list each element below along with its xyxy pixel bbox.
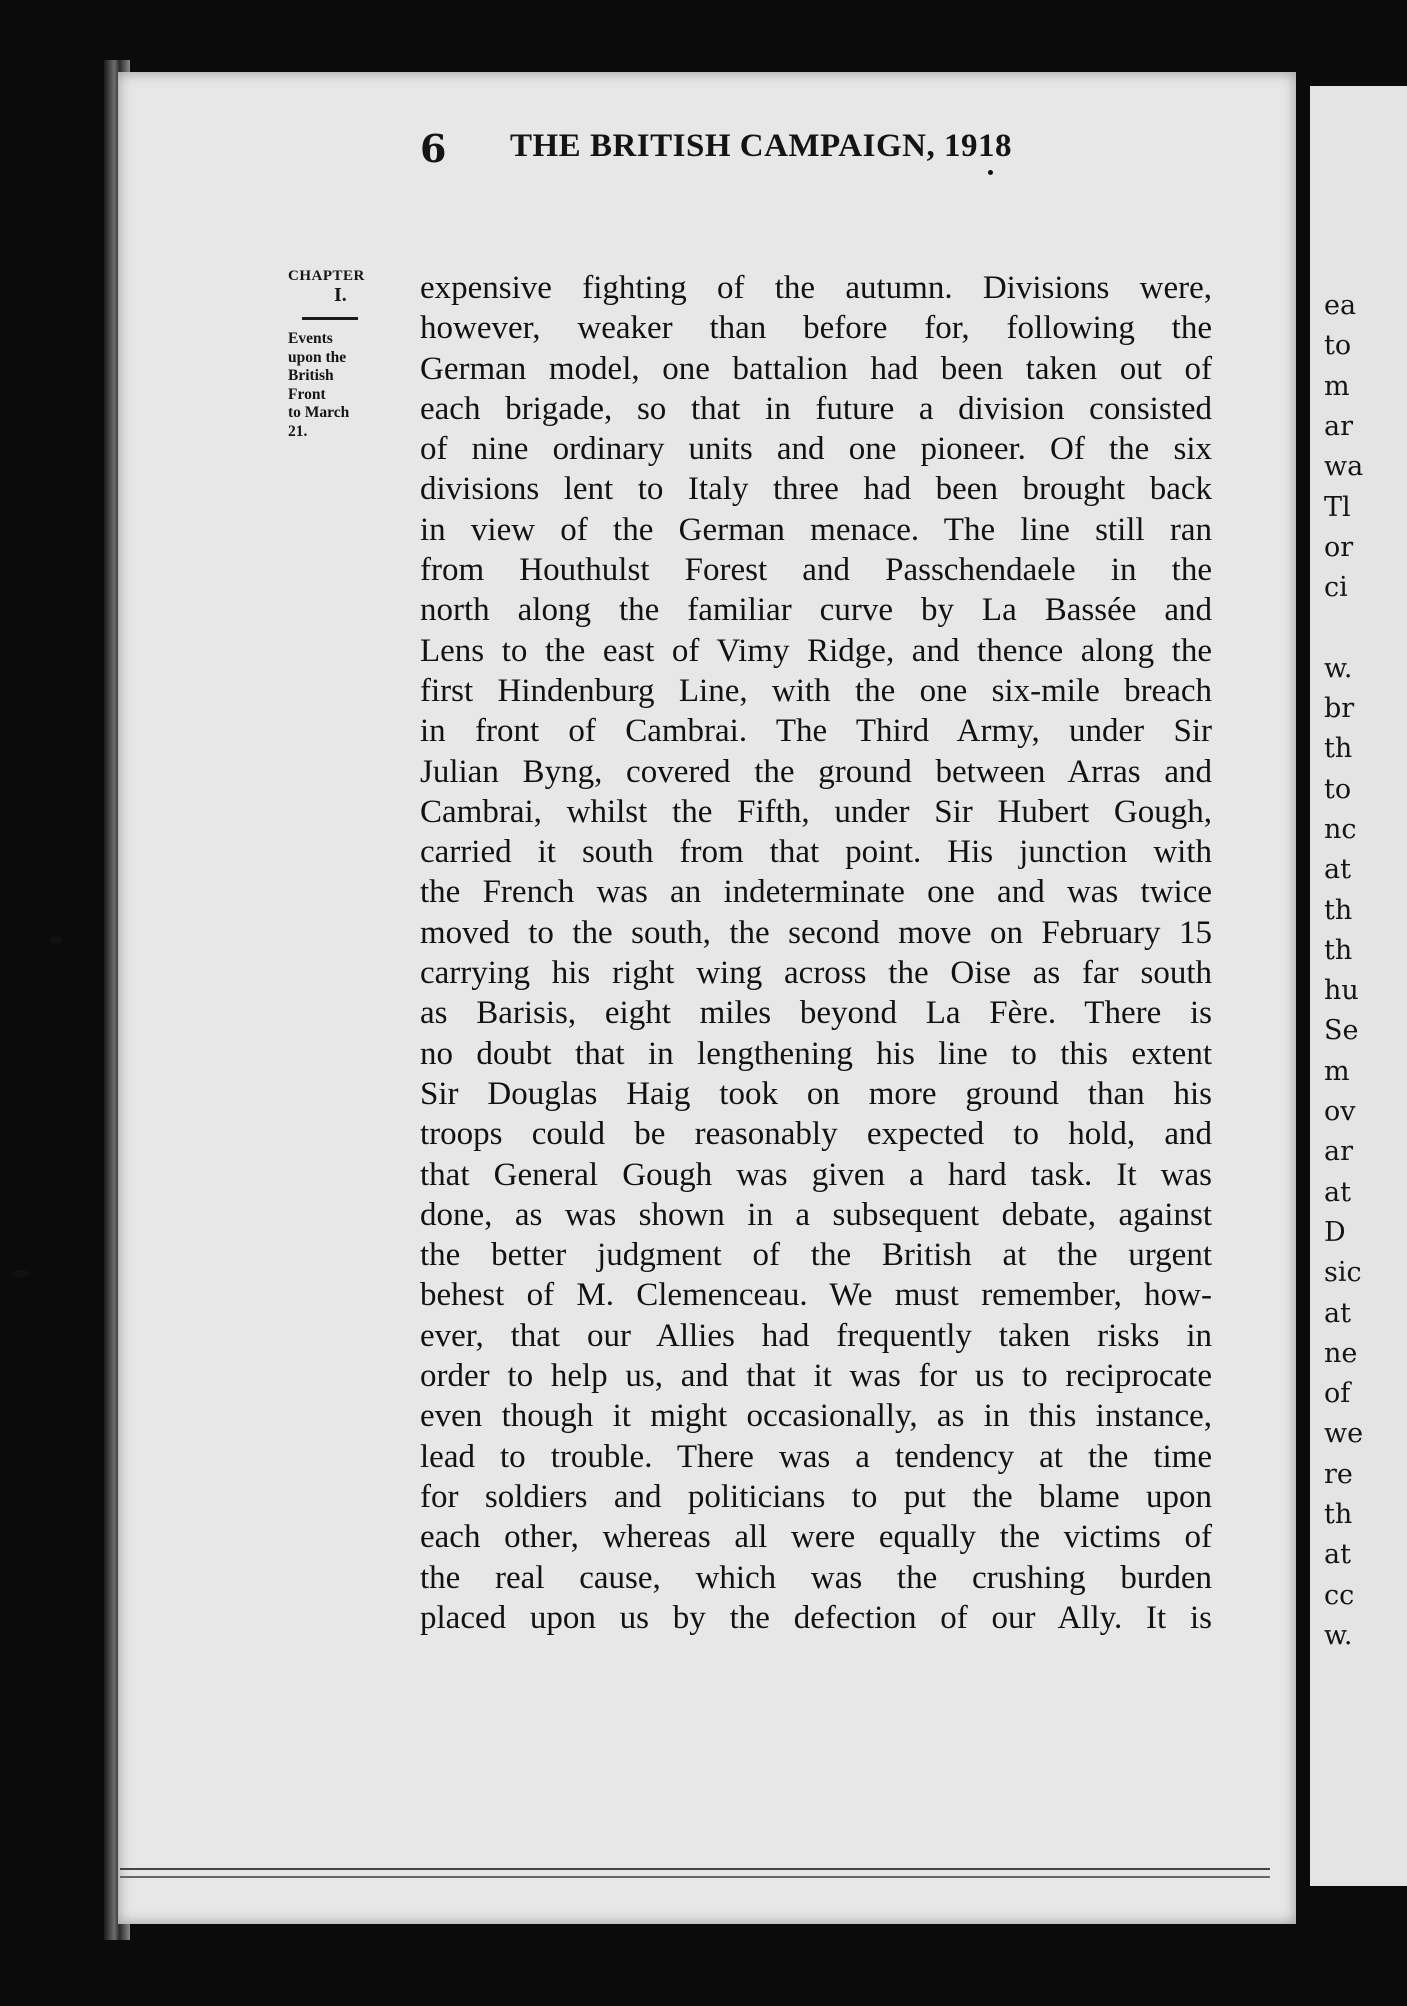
text-line: however, weaker than before for, following the [420, 310, 1212, 347]
facing-page-text-fragment: at [1324, 1176, 1351, 1208]
text-line: in view of the German menace. The line still ran [420, 511, 1212, 548]
margin-note-text [288, 330, 388, 441]
facing-page-text-fragment: or [1324, 531, 1354, 563]
text-line: order to help us, and that it was for us to reciprocate [420, 1358, 1212, 1395]
text-line: from Houthulst Forest and Passchendaele in the [420, 552, 1212, 589]
facing-page-text-fragment: cc [1324, 1579, 1355, 1611]
text-line: of nine ordinary units and one pioneer. Of the six [420, 431, 1212, 468]
facing-page-text-fragment: re [1324, 1458, 1353, 1490]
margin-note-line: to March [288, 404, 350, 421]
text-line: ever, that our Allies had frequently taken risks in [420, 1317, 1212, 1354]
margin-note [288, 268, 388, 441]
text-line: in front of Cambrai. The Third Army, under Sir [420, 713, 1212, 750]
facing-page-fragment [1310, 86, 1407, 1886]
facing-page-text-fragment: ne [1324, 1337, 1358, 1369]
text-line: troops could be reasonably expected to hold, and [420, 1116, 1212, 1153]
text-line: Lens to the east of Vimy Ridge, and thence along the [420, 632, 1212, 669]
facing-page-text-fragment: Se [1324, 1015, 1359, 1047]
page-bottom-edge [120, 1868, 1270, 1878]
chapter-number: I. [334, 284, 347, 306]
facing-page-text-fragment: th [1324, 894, 1353, 926]
facing-page-text-fragment: ci [1324, 572, 1348, 604]
margin-note-line: British [288, 367, 334, 384]
facing-page-text-fragment: m [1324, 370, 1350, 402]
scan-speck [50, 936, 62, 945]
text-line: Julian Byng, covered the ground between Arras and [420, 753, 1212, 790]
facing-page-text-fragment: th [1324, 934, 1353, 966]
text-line: carrying his right wing across the Oise as far south [420, 955, 1212, 992]
margin-note-line: 21. [288, 422, 308, 440]
facing-page-text-fragment: Tl [1324, 491, 1351, 523]
chapter-rule [302, 317, 358, 320]
facing-page-text-fragment: m [1324, 1055, 1350, 1087]
text-line: the real cause, which was the crushing burden [420, 1559, 1212, 1596]
facing-page-text-fragment: we [1324, 1418, 1364, 1450]
text-line: north along the familiar curve by La Bassée and [420, 592, 1212, 629]
facing-page-text-fragment: hu [1324, 975, 1359, 1007]
text-line: divisions lent to Italy three had been brought back [420, 471, 1212, 508]
text-line: the better judgment of the British at the urgent [420, 1237, 1212, 1274]
facing-page-text-fragment: at [1324, 1539, 1351, 1571]
facing-page-text-fragment: at [1324, 854, 1351, 886]
facing-page-text-fragment: of [1324, 1378, 1351, 1410]
text-line: as Barisis, eight miles beyond La Fère. There is [420, 995, 1212, 1032]
facing-page-text-fragment: to [1324, 330, 1352, 362]
text-line: each brigade, so that in future a division consisted [420, 390, 1212, 427]
facing-page-text-fragment: ea [1324, 290, 1357, 321]
facing-page-text-fragment: ar [1324, 410, 1354, 442]
margin-note-line: Front [288, 385, 326, 403]
text-line: German model, one battalion had been taken out of [420, 350, 1212, 387]
running-head: THE BRITISH CAMPAIGN, 1918 [510, 128, 1012, 164]
scan-speck [988, 170, 993, 175]
facing-page-text-fragment: br [1324, 693, 1355, 724]
text-line: no doubt that in lengthening his line to this extent [420, 1035, 1212, 1072]
facing-page-text-fragment: nc [1324, 813, 1357, 845]
text-line: moved to the south, the second move on February 15 [420, 914, 1212, 951]
text-line: lead to trouble. There was a tendency at the time [420, 1438, 1212, 1475]
text-line: each other, whereas all were equally the victims of [420, 1519, 1212, 1556]
text-line: behest of M. Clemenceau. We must remember, how- [420, 1277, 1212, 1314]
text-line: for soldiers and politicians to put the blame upon [420, 1478, 1212, 1515]
facing-page-text-fragment: w. [1324, 652, 1353, 684]
body-text [420, 268, 1212, 1638]
text-line: even though it might occasionally, as in this instance, [420, 1398, 1212, 1435]
margin-note-line: Events [288, 330, 333, 347]
text-line: done, as was shown in a subsequent debate, against [420, 1196, 1212, 1233]
text-line: Cambrai, whilst the Fifth, under Sir Hubert Gough, [420, 793, 1212, 830]
facing-page-text-fragment: th [1324, 1499, 1353, 1530]
facing-page-text-fragment: at [1324, 1297, 1351, 1329]
facing-page-text-fragment: sic [1324, 1257, 1362, 1289]
text-line: placed upon us by the defection of our Ally. It is [420, 1599, 1212, 1636]
facing-page-text-fragment: D [1324, 1216, 1346, 1248]
text-line: the French was an indeterminate one and was twice [420, 874, 1212, 911]
text-line: that General Gough was given a hard task. It was [420, 1156, 1212, 1193]
margin-note-line: upon the [288, 348, 347, 366]
facing-page-text-fragment: ar [1324, 1136, 1354, 1168]
page-header [300, 126, 1100, 176]
text-line: expensive fighting of the autumn. Divisions were, [420, 270, 1212, 306]
text-line: carried it south from that point. His junction with [420, 834, 1212, 871]
facing-page-text-fragment: th [1324, 733, 1353, 765]
facing-page-text-fragment: w. [1324, 1619, 1353, 1651]
facing-page-text-fragment: ov [1324, 1096, 1356, 1127]
page-number: 6 [420, 126, 447, 171]
scan-speck [12, 1270, 30, 1277]
facing-page-text-fragment: wa [1324, 451, 1364, 483]
text-line: first Hindenburg Line, with the one six-mile breach [420, 672, 1212, 709]
facing-page-text-fragment: to [1324, 773, 1352, 805]
text-line: Sir Douglas Haig took on more ground than his [420, 1075, 1212, 1112]
chapter-label: CHAPTER [288, 268, 365, 284]
